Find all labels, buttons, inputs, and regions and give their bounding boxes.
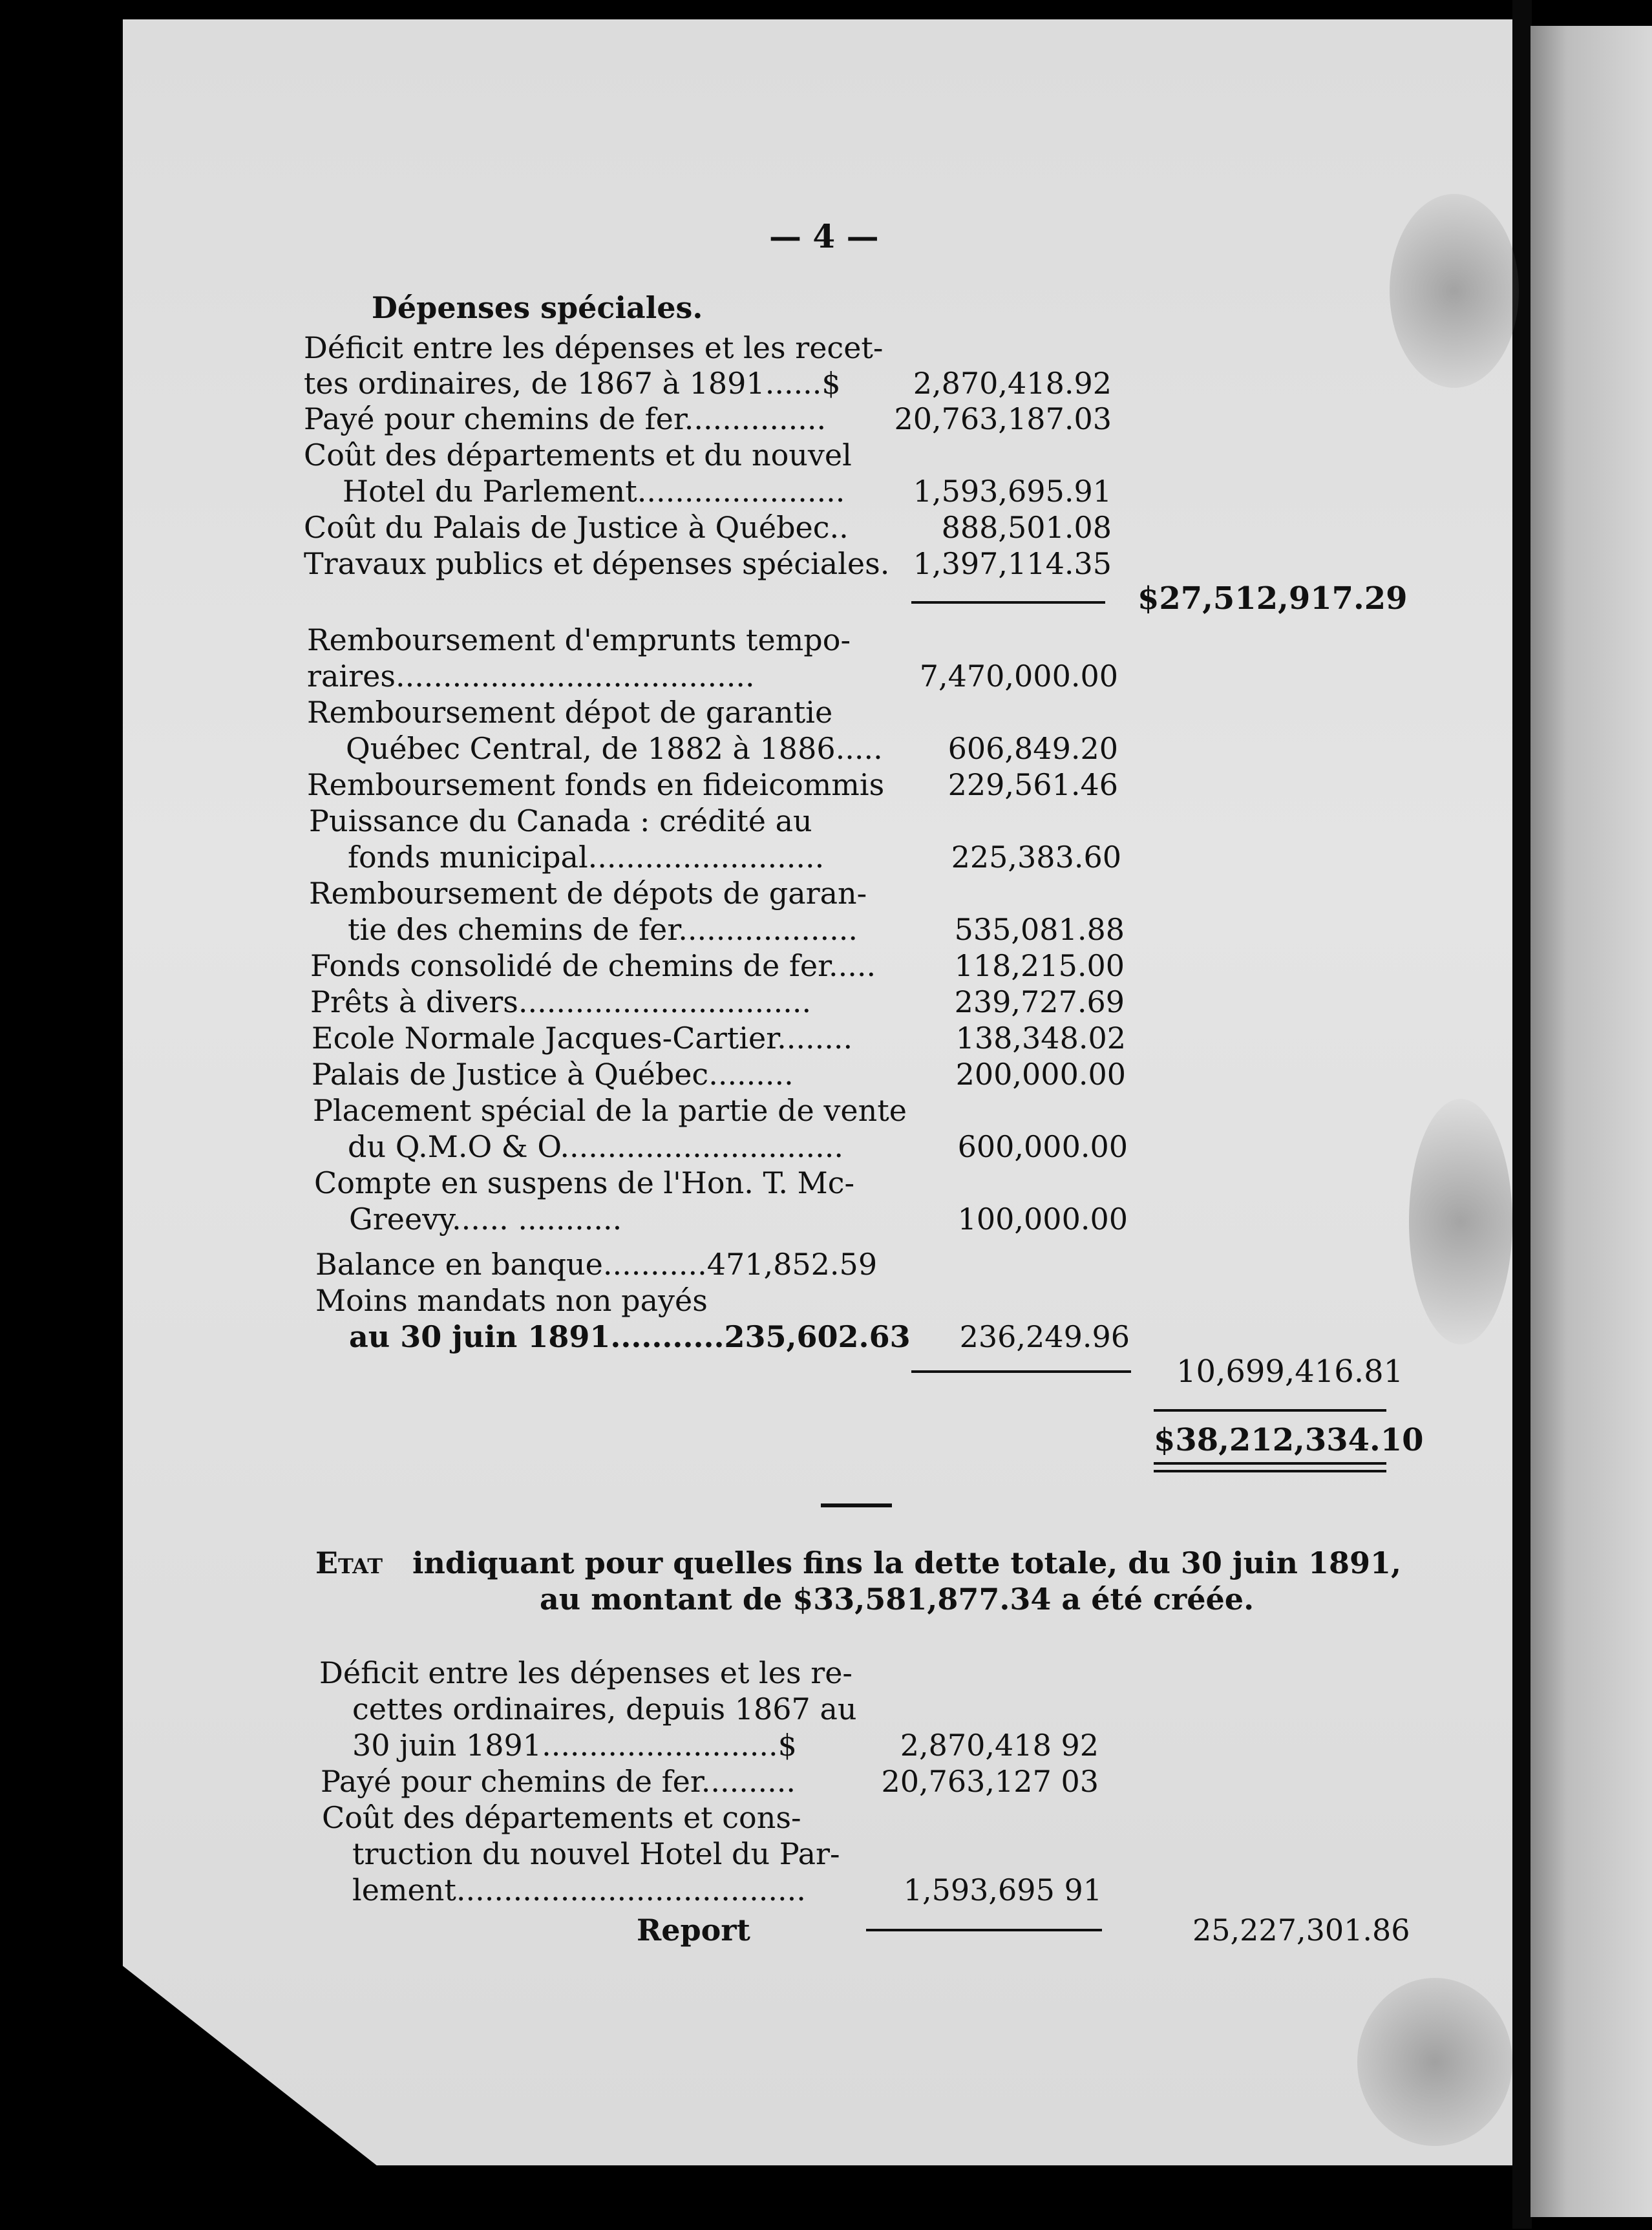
line-item-text: Fonds consolidé de chemins de fer..... — [310, 948, 876, 983]
line-item-text: Remboursement de dépots de garan- — [309, 876, 867, 911]
etat-lead: Etat — [315, 1545, 383, 1580]
line-item-amount: 888,501.08 — [941, 510, 1112, 545]
line-item-text: Remboursement fonds en fideicommis — [307, 767, 885, 802]
line-item-text: Ecole Normale Jacques-Cartier........ — [312, 1021, 853, 1056]
line-item-amount: 236,249.96 — [959, 1319, 1130, 1354]
sum-rule — [1154, 1409, 1386, 1412]
line-item-amount: 1,593,695 91 — [903, 1873, 1102, 1907]
line-item-text: Puissance du Canada : crédité au — [309, 803, 812, 838]
line-item-amount: 2,870,418 92 — [900, 1728, 1099, 1763]
line-item-text: Payé pour chemins de fer.......... — [321, 1764, 796, 1799]
line-item-text: 30 juin 1891.........................$ — [352, 1728, 797, 1763]
subtotal: 10,699,416.81 — [1176, 1354, 1404, 1390]
line-item-amount: 535,081.88 — [954, 912, 1125, 947]
line-item-text: tie des chemins de fer................... — [348, 912, 858, 947]
line-item-text: Québec Central, de 1882 à 1886..... — [346, 731, 883, 766]
report-label: Report — [637, 1913, 750, 1948]
line-item-amount: 200,000.00 — [955, 1057, 1126, 1092]
sum-rule — [911, 601, 1105, 604]
line-item-text: lement..................................... — [352, 1873, 806, 1907]
section-heading: Dépenses spéciales. — [372, 290, 703, 325]
line-item-amount: 20,763,187.03 — [894, 401, 1112, 436]
subtotal: $27,512,917.29 — [1138, 580, 1408, 617]
etat-line: au montant de $33,581,877.34 a été créée. — [540, 1582, 1255, 1617]
line-item-text: Palais de Justice à Québec......... — [312, 1057, 794, 1092]
stain — [1357, 1978, 1512, 2146]
report-amount: 25,227,301.86 — [1192, 1913, 1410, 1948]
stain — [1390, 194, 1519, 388]
line-item-text: fonds municipal......................... — [348, 840, 825, 875]
bank-balance-line: Balance en banque...........471,852.59 — [315, 1247, 878, 1282]
line-item-amount: 20,763,127 03 — [881, 1764, 1099, 1799]
line-item-amount: 1,397,114.35 — [913, 546, 1112, 581]
total-double-rule — [1154, 1462, 1386, 1465]
sum-rule — [866, 1929, 1102, 1931]
line-item-amount: 138,348.02 — [955, 1021, 1126, 1056]
stain — [1409, 1099, 1512, 1344]
line-item-amount: 7,470,000.00 — [919, 659, 1118, 694]
sum-rule — [911, 1370, 1131, 1373]
line-item-amount: 100,000.00 — [957, 1202, 1128, 1237]
line-item-amount: 606,849.20 — [948, 731, 1118, 766]
torn-corner — [97, 1946, 459, 2230]
line-item-text: Compte en suspens de l'Hon. T. Mc- — [314, 1165, 855, 1200]
line-item-text: Hotel du Parlement...................... — [343, 474, 845, 509]
total-double-rule — [1154, 1470, 1386, 1472]
line-item-text: Coût des départements et du nouvel — [304, 438, 852, 473]
line-item-text: cettes ordinaires, depuis 1867 au — [352, 1692, 857, 1726]
line-item-text: raires...................................... — [307, 659, 755, 694]
line-item-text: Prêts à divers............................... — [310, 984, 812, 1019]
line-item-amount: 600,000.00 — [957, 1129, 1128, 1164]
line-item-amount: 1,593,695.91 — [913, 474, 1112, 509]
unpaid-warrants-line: Moins mandats non payés — [315, 1283, 708, 1318]
page-fold — [1512, 0, 1532, 2229]
line-item-text: Payé pour chemins de fer............... — [304, 401, 827, 436]
line-item-text: Greevy...... ........... — [349, 1202, 622, 1237]
facing-page-edge — [1530, 26, 1652, 2217]
line-item-amount: 225,383.60 — [951, 840, 1121, 875]
line-item-text: Coût du Palais de Justice à Québec.. — [304, 510, 849, 545]
line-item-text: truction du nouvel Hotel du Par- — [352, 1836, 840, 1871]
line-item-text: Remboursement dépot de garantie — [307, 695, 833, 730]
page-number: — 4 — — [769, 217, 879, 255]
line-item-text: Travaux publics et dépenses spéciales. — [304, 546, 890, 581]
line-item-text: Déficit entre les dépenses et les recet- — [304, 330, 884, 365]
line-item-text: du Q.M.O & O.............................. — [348, 1129, 844, 1164]
line-item-amount: 2,870,418.92 — [913, 366, 1112, 401]
line-item-text: Placement spécial de la partie de vente — [313, 1093, 907, 1128]
line-item-text: tes ordinaires, de 1867 à 1891......$ — [304, 366, 841, 401]
line-item-amount: 118,215.00 — [954, 948, 1125, 983]
line-item-text: Déficit entre les dépenses et les re- — [319, 1655, 852, 1690]
line-item-text: Coût des départements et cons- — [322, 1800, 801, 1835]
unpaid-warrants-line: au 30 juin 1891...........235,602.63 — [349, 1319, 911, 1354]
line-item-text: Remboursement d'emprunts tempo- — [307, 622, 851, 657]
line-item-amount: 239,727.69 — [954, 984, 1125, 1019]
etat-line: indiquant pour quelles fins la dette totale, du 30 juin 1891, — [412, 1545, 1401, 1580]
section-divider — [821, 1503, 892, 1507]
line-item-amount: 229,561.46 — [948, 767, 1118, 802]
grand-total: $38,212,334.10 — [1154, 1422, 1424, 1458]
